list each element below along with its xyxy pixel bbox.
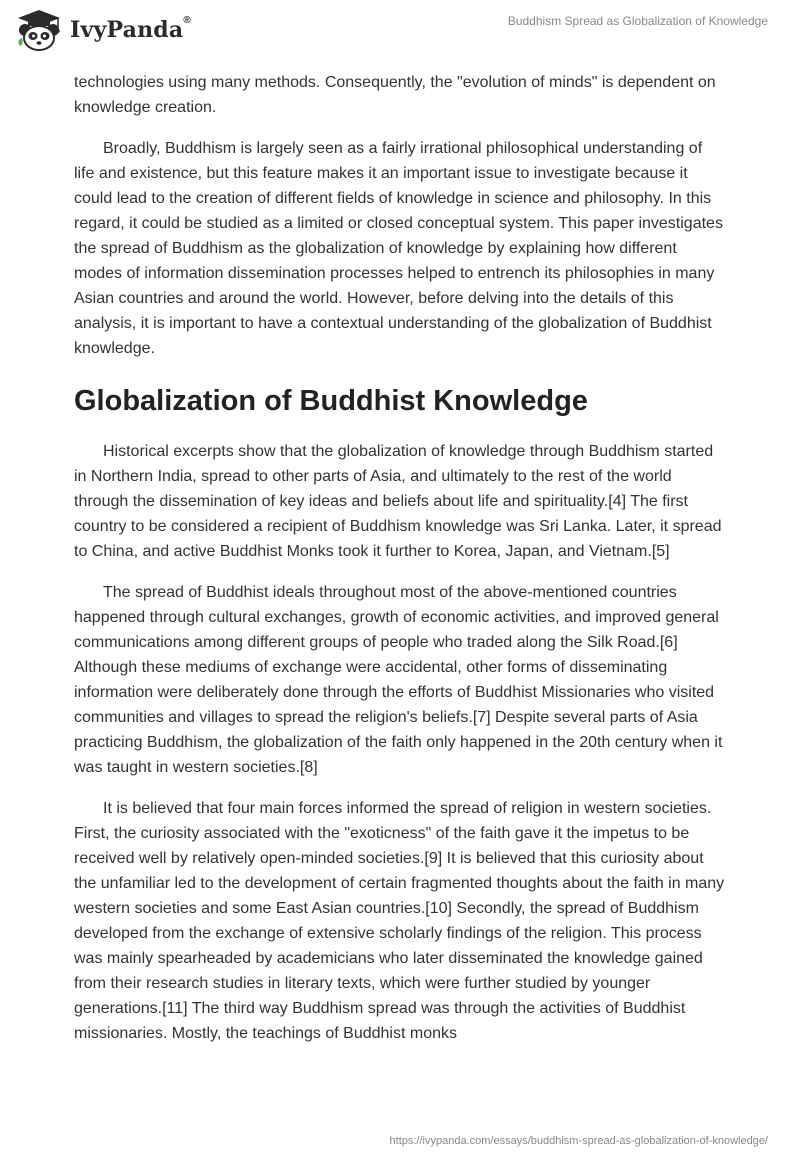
registered-mark: ® bbox=[183, 15, 191, 26]
paragraph-continuation: technologies using many methods. Consequently, the "evolution of minds" is dependent on knowledge creation. bbox=[74, 74, 716, 116]
source-url[interactable]: https://ivypanda.com/essays/buddhism-spread-as-globalization-of-knowledge/ bbox=[389, 1135, 768, 1147]
section-heading: Globalization of Buddhist Knowledge bbox=[74, 385, 588, 417]
paragraph-intro: Broadly, Buddhism is largely seen as a fairly irrational philosophical understanding of life and existence, but this feature makes it an important issue to investigate because it could lead to the creation of different fields of knowledge in science and philosophy. In this regard, it could be studied as a limited or closed conceptual system. This paper investigates the spread of Buddhism as the globalization of knowledge by explaining how different modes of information dissemination processes helped to entrench its philosophies in many Asian countries and around the world. However, before delving into the details of this analysis, it is important to have a contextual understanding of the globalization of Buddhist knowledge. bbox=[74, 140, 723, 357]
page-header bbox=[0, 0, 800, 66]
brand-logo[interactable] bbox=[14, 8, 191, 52]
paragraph-spread: The spread of Buddhist ideals throughout most of the above-mentioned countries happened through cultural exchanges, growth of economic activities, and improved general communications among different groups of people who traded along the Silk Road.[6] Although these mediums of exchange were accidental, other forms of disseminating information were deliberately done through the efforts of Buddhist Missionaries who visited communities and villages to spread the religion's beliefs.[7] Despite several parts of Asia practicing Buddhism, the globalization of the faith only happened in the 20th century when it was taught in western societies.[8] bbox=[74, 584, 723, 776]
brand-name-text: IvyPanda bbox=[70, 17, 184, 43]
panda-graduate-icon bbox=[14, 8, 64, 52]
brand-name bbox=[70, 17, 191, 43]
document-title: Buddhism Spread as Globalization of Knowledge bbox=[507, 14, 768, 28]
paragraph-forces: It is believed that four main forces informed the spread of religion in western societies. First, the curiosity associated with the "exoticness" of the faith gave it the impetus to be received well by relatively open-minded societies.[9] It is believed that this curiosity about the unfamiliar led to the development of certain fragmented thoughts about the faith in many western societies and some East Asian countries.[10] Secondly, the spread of Buddhism developed from the exchange of extensive scholarly findings of the religion. This process was mainly spearheaded by academicians who later disseminated the knowledge gained from their research studies in literary texts, which were further studied by younger generations.[11] The third way Buddhism spread was through the activities of Buddhist missionaries. Mostly, the teachings of Buddhist monks bbox=[74, 800, 725, 1042]
article-body bbox=[74, 70, 726, 1062]
paragraph-history: Historical excerpts show that the globalization of knowledge through Buddhism started in Northern India, spread to other parts of Asia, and ultimately to the rest of the world through the dissemination of key ideas and beliefs about life and spirituality.[4] The first country to be considered a recipient of Buddhism knowledge was Sri Lanka. Later, it spread to China, and active Buddhist Monks took it further to Korea, Japan, and Vietnam.[5] bbox=[74, 443, 722, 560]
